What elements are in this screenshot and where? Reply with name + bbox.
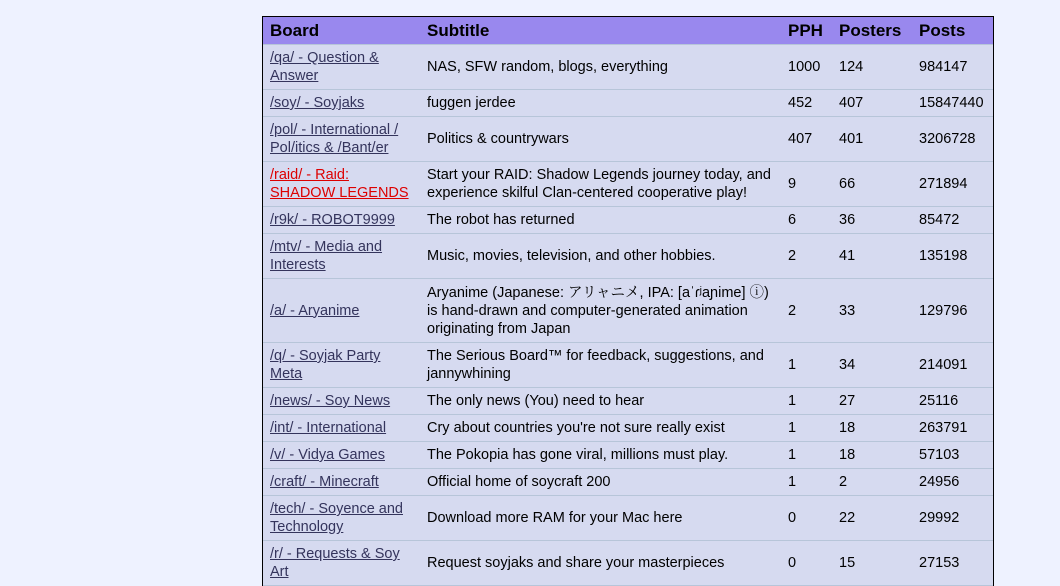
posts-cell: 25116 — [912, 388, 993, 415]
posters-cell: 27 — [832, 388, 912, 415]
boards-table — [263, 17, 993, 586]
board-cell — [263, 415, 420, 442]
pph-cell: 1 — [781, 469, 832, 496]
header-board[interactable]: Board — [263, 17, 420, 45]
pph-cell: 1 — [781, 388, 832, 415]
table-row — [263, 415, 993, 442]
subtitle-cell: fuggen jerdee — [420, 90, 781, 117]
posts-cell: 214091 — [912, 343, 993, 388]
table-row — [263, 442, 993, 469]
subtitle-cell: Download more RAM for your Mac here — [420, 496, 781, 541]
table-row — [263, 90, 993, 117]
posts-cell: 57103 — [912, 442, 993, 469]
board-link[interactable]: /raid/ - Raid: SHADOW LEGENDS — [270, 167, 409, 201]
board-cell — [263, 388, 420, 415]
board-cell — [263, 207, 420, 234]
header-posters[interactable]: Posters — [832, 17, 912, 45]
board-link[interactable]: /v/ - Vidya Games — [270, 447, 385, 463]
board-link[interactable]: /q/ - Soyjak Party Meta — [270, 348, 381, 382]
posts-cell: 263791 — [912, 415, 993, 442]
posts-cell: 15847440 — [912, 90, 993, 117]
table-row — [263, 234, 993, 279]
board-link[interactable]: /qa/ - Question & Answer — [270, 50, 379, 84]
board-link[interactable]: /a/ - Aryanime — [270, 302, 360, 319]
posters-cell: 124 — [832, 45, 912, 90]
board-link[interactable]: /craft/ - Minecraft — [270, 474, 379, 490]
pph-cell: 407 — [781, 117, 832, 162]
posters-cell: 33 — [832, 279, 912, 343]
table-row — [263, 45, 993, 90]
table-row — [263, 388, 993, 415]
posts-cell: 29992 — [912, 496, 993, 541]
subtitle-cell: NAS, SFW random, blogs, everything — [420, 45, 781, 90]
posts-cell: 984147 — [912, 45, 993, 90]
posts-cell: 85472 — [912, 207, 993, 234]
subtitle-cell: Request soyjaks and share your masterpieces — [420, 541, 781, 586]
posts-cell: 3206728 — [912, 117, 993, 162]
board-link[interactable]: /r9k/ - ROBOT9999 — [270, 212, 395, 228]
table-header-row — [263, 17, 993, 45]
posters-cell: 66 — [832, 162, 912, 207]
subtitle-cell: Official home of soycraft 200 — [420, 469, 781, 496]
board-link[interactable]: /mtv/ - Media and Interests — [270, 239, 383, 273]
posters-cell: 34 — [832, 343, 912, 388]
board-cell — [263, 442, 420, 469]
board-link[interactable]: /news/ - Soy News — [270, 393, 391, 409]
posts-cell: 135198 — [912, 234, 993, 279]
subtitle-cell: The Serious Board™ for feedback, suggestions, and jannywhining — [420, 343, 781, 388]
subtitle-cell: Cry about countries you're not sure really exist — [420, 415, 781, 442]
pph-cell: 452 — [781, 90, 832, 117]
pph-cell: 1 — [781, 442, 832, 469]
posts-cell: 27153 — [912, 541, 993, 586]
board-cell — [263, 279, 420, 343]
pph-cell: 0 — [781, 496, 832, 541]
posters-cell: 18 — [832, 442, 912, 469]
pph-cell: 9 — [781, 162, 832, 207]
table-row — [263, 541, 993, 586]
pph-cell: 2 — [781, 234, 832, 279]
subtitle-cell: Start your RAID: Shadow Legends journey today, and experience skilful Clan-centered cooperative play! — [420, 162, 781, 207]
posters-cell: 22 — [832, 496, 912, 541]
pph-cell: 1 — [781, 343, 832, 388]
pph-cell: 1 — [781, 415, 832, 442]
board-cell — [263, 90, 420, 117]
subtitle-cell: Aryanime (Japanese: アリャニメ, IPA: [aˈɾʲaɲime] ⓘ) is hand-drawn and computer-generated animation originating from Japan — [420, 279, 781, 343]
table-row — [263, 117, 993, 162]
board-link[interactable]: /int/ - International — [270, 420, 387, 436]
subtitle-cell: The only news (You) need to hear — [420, 388, 781, 415]
table-row — [263, 279, 993, 343]
board-cell — [263, 117, 420, 162]
posters-cell: 407 — [832, 90, 912, 117]
table-body — [263, 45, 993, 586]
board-link[interactable]: /tech/ - Soyence and Technology — [270, 501, 403, 535]
header-posts[interactable]: Posts — [912, 17, 993, 45]
table-row — [263, 496, 993, 541]
posters-cell: 41 — [832, 234, 912, 279]
posters-cell: 18 — [832, 415, 912, 442]
board-link[interactable]: /pol/ - International / Pol/itics & /Bant/er — [270, 122, 399, 156]
board-cell — [263, 234, 420, 279]
posts-cell: 271894 — [912, 162, 993, 207]
posters-cell: 36 — [832, 207, 912, 234]
table-row — [263, 469, 993, 496]
subtitle-cell: The robot has returned — [420, 207, 781, 234]
table-row — [263, 343, 993, 388]
pph-cell: 6 — [781, 207, 832, 234]
posters-cell: 15 — [832, 541, 912, 586]
subtitle-cell: The Pokopia has gone viral, millions must play. — [420, 442, 781, 469]
table-row — [263, 162, 993, 207]
posts-cell: 24956 — [912, 469, 993, 496]
posts-cell: 129796 — [912, 279, 993, 343]
board-link[interactable]: /soy/ - Soyjaks — [270, 95, 365, 111]
pph-cell: 2 — [781, 279, 832, 343]
pph-cell: 1000 — [781, 45, 832, 90]
posters-cell: 2 — [832, 469, 912, 496]
header-pph[interactable]: PPH — [781, 17, 832, 45]
board-cell — [263, 469, 420, 496]
subtitle-cell: Music, movies, television, and other hobbies. — [420, 234, 781, 279]
posters-cell: 401 — [832, 117, 912, 162]
board-cell — [263, 45, 420, 90]
board-cell — [263, 496, 420, 541]
board-cell — [263, 541, 420, 586]
board-cell — [263, 343, 420, 388]
header-subtitle[interactable]: Subtitle — [420, 17, 781, 45]
board-cell — [263, 162, 420, 207]
pph-cell: 0 — [781, 541, 832, 586]
boards-table-container — [262, 16, 994, 586]
board-link[interactable]: /r/ - Requests & Soy Art — [270, 546, 400, 580]
subtitle-cell: Politics & countrywars — [420, 117, 781, 162]
table-row — [263, 207, 993, 234]
